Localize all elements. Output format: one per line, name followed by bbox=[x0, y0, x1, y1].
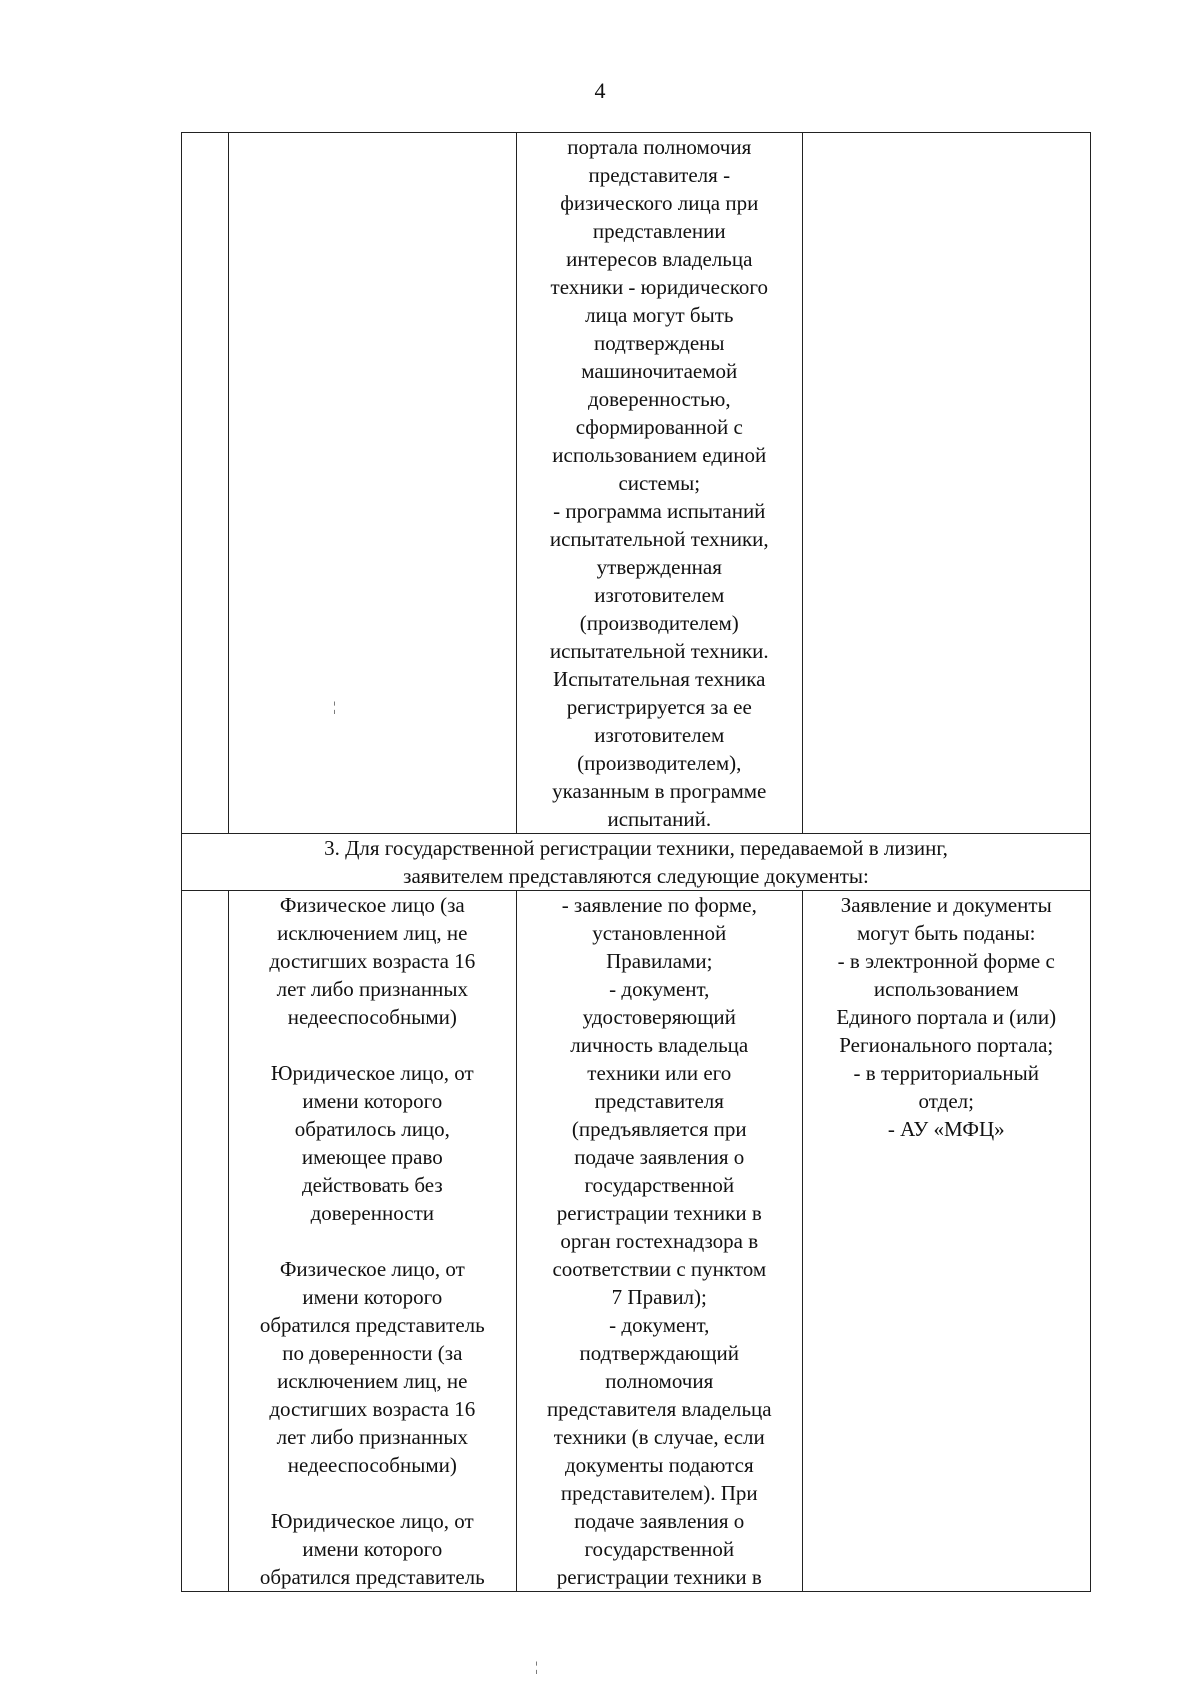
section-header-cell bbox=[182, 834, 1091, 891]
page-number: 4 bbox=[594, 78, 606, 103]
section-title-line1: 3. Для государственной регистрации техники, передаваемой в лизинг, bbox=[324, 836, 948, 860]
cell-number bbox=[182, 891, 229, 1592]
cell-applicant bbox=[228, 133, 516, 834]
table-row-leasing bbox=[182, 891, 1091, 1592]
applicant-item: Юридическое лицо, от имени которого обратился представитель bbox=[259, 1509, 485, 1589]
documents-text: - заявление по форме, установленной Правилами; - документ, удостоверяющий личность владельца техники или его представителя (предъявляется при подаче заявления о государственной регистрации техники в орган гостехнадзора в соответствии с пунктом 7 Правил); - документ, подтверждающий полномочия представителя владельца техники (в случае, если документы подаются представителем). При подаче заявления о государственной регистрации техники в bbox=[546, 893, 772, 1589]
scan-artifact: ¦ bbox=[333, 700, 336, 715]
cell-documents bbox=[517, 891, 802, 1592]
table-row-continuation bbox=[182, 133, 1091, 834]
submission-text: Заявление и документы могут быть поданы: - в электронной форме с использованием Единого портала и (или) Регионального портала; - в территориальный отдел; - АУ «МФЦ» bbox=[836, 893, 1057, 1141]
scan-artifact: ¦ bbox=[535, 1660, 538, 1675]
applicant-item: Физическое лицо (за исключением лиц, не достигших возраста 16 лет либо признанных недееспособными) bbox=[269, 893, 476, 1029]
applicant-item: Юридическое лицо, от имени которого обратилось лицо, имеющее право действовать без доверенности bbox=[270, 1061, 474, 1225]
cell-submission bbox=[802, 891, 1091, 1592]
cell-documents bbox=[517, 133, 802, 834]
applicant-item: Физическое лицо, от имени которого обратился представитель по доверенности (за исключением лиц, не достигших возраста 16 лет либо признанных недееспособными) bbox=[259, 1257, 485, 1477]
cell-applicant bbox=[228, 891, 516, 1592]
section-header-row bbox=[182, 834, 1091, 891]
documents-text: портала полномочия представителя - физического лица при представлении интересов владельца техники - юридического лица могут быть подтверждены машиночитаемой доверенностью, сформированной с использованием единой системы; - программа испытаний испытательной техники, утвержденная изготовителем (производителем) испытательной техники. Испытательная техника регистрируется за ее изготовителем (производителем), указанным в программе испытаний. bbox=[549, 135, 769, 831]
cell-number bbox=[182, 133, 229, 834]
cell-submission bbox=[802, 133, 1091, 834]
documents-table bbox=[181, 132, 1091, 1592]
section-title-line2: заявителем представляются следующие документы: bbox=[403, 864, 869, 888]
